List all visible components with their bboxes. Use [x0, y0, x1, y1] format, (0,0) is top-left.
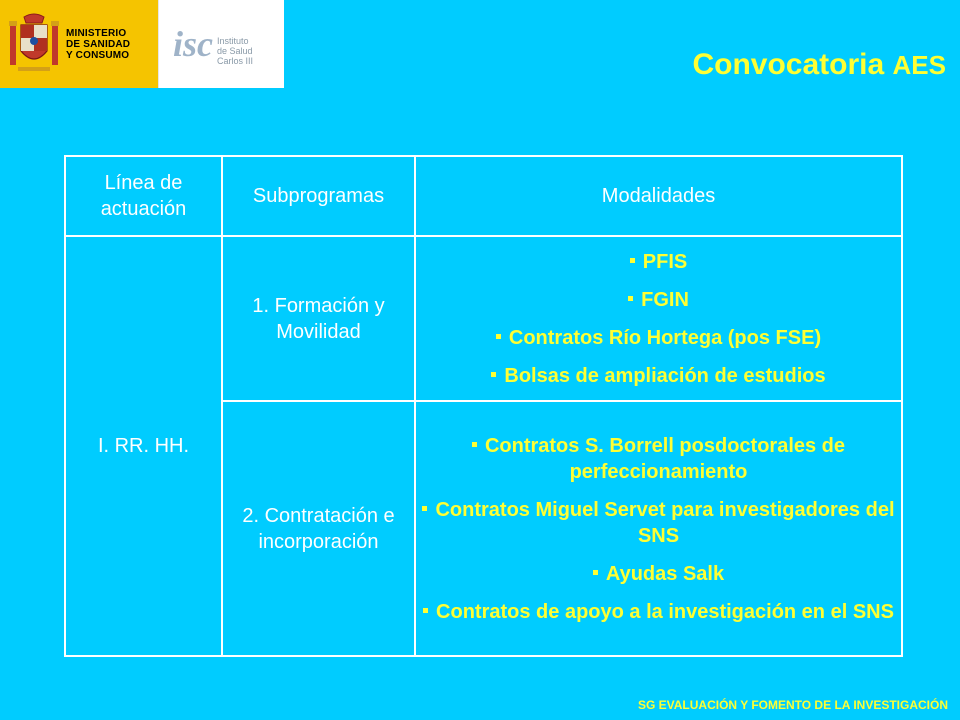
modalidad-text: FGIN — [641, 288, 689, 311]
list-item — [422, 325, 895, 351]
bullet-square-icon — [491, 372, 496, 377]
list-item — [422, 249, 895, 275]
ministerio-line: DE SANIDAD — [66, 38, 131, 50]
header-logos — [0, 0, 284, 88]
ministerio-text — [66, 28, 130, 61]
table-header-row — [65, 156, 902, 236]
header-subprogramas: Subprogramas — [222, 156, 415, 236]
isciii-line: Carlos III — [217, 56, 254, 66]
modalidad-text: Contratos Miguel Servet para investigadores del SNS — [435, 498, 895, 547]
coat-of-arms-icon — [8, 11, 60, 77]
subprograma-cell: 2. Contratación e incorporación — [222, 401, 415, 656]
bullet-square-icon — [422, 506, 427, 511]
ministerio-logo — [0, 0, 158, 88]
title-suffix: AES — [892, 50, 946, 80]
modalidad-text: Contratos Río Hortega (pos FSE) — [508, 326, 822, 349]
isciii-line: Instituto — [217, 36, 249, 46]
list-item — [422, 363, 895, 389]
list-item — [422, 497, 895, 549]
isciii-logo — [158, 0, 284, 88]
bullet-square-icon — [423, 608, 428, 613]
bullet-square-icon — [496, 334, 501, 339]
isciii-text — [217, 36, 253, 66]
modalidad-text: Contratos de apoyo a la investigación en el SNS — [436, 600, 894, 623]
table-row — [65, 236, 902, 401]
list-item — [422, 599, 895, 625]
linea-cell: I. RR. HH. — [65, 236, 222, 656]
program-table — [64, 155, 903, 657]
list-item — [422, 561, 895, 587]
bullet-square-icon — [630, 258, 635, 263]
list-item — [422, 433, 895, 485]
list-item — [422, 287, 895, 313]
header-linea: Línea de actuación — [65, 156, 222, 236]
isciii-line: de Salud — [217, 46, 253, 56]
header-modalidades: Modalidades — [415, 156, 902, 236]
modalidades-cell — [415, 401, 902, 656]
page-title — [692, 48, 946, 82]
footer-text: SG EVALUACIÓN Y FOMENTO DE LA INVESTIGACIÓN — [637, 698, 948, 712]
bullet-square-icon — [628, 296, 633, 301]
ministerio-line: MINISTERIO — [66, 27, 127, 39]
ministerio-line: Y CONSUMO — [66, 49, 130, 61]
subprograma-cell: 1. Formación y Movilidad — [222, 236, 415, 401]
isciii-logo-icon: isc — [173, 24, 213, 64]
title-main: Convocatoria — [692, 48, 885, 81]
modalidad-text: Contratos S. Borrell posdoctorales de perfeccionamiento — [484, 434, 846, 483]
modalidad-text: Ayudas Salk — [605, 562, 725, 585]
bullet-square-icon — [472, 442, 477, 447]
modalidad-text: Bolsas de ampliación de estudios — [504, 364, 826, 387]
bullet-square-icon — [593, 570, 598, 575]
modalidades-list — [422, 433, 895, 625]
modalidades-cell — [415, 236, 902, 401]
modalidad-text: PFIS — [642, 250, 688, 273]
modalidades-list — [422, 249, 895, 389]
